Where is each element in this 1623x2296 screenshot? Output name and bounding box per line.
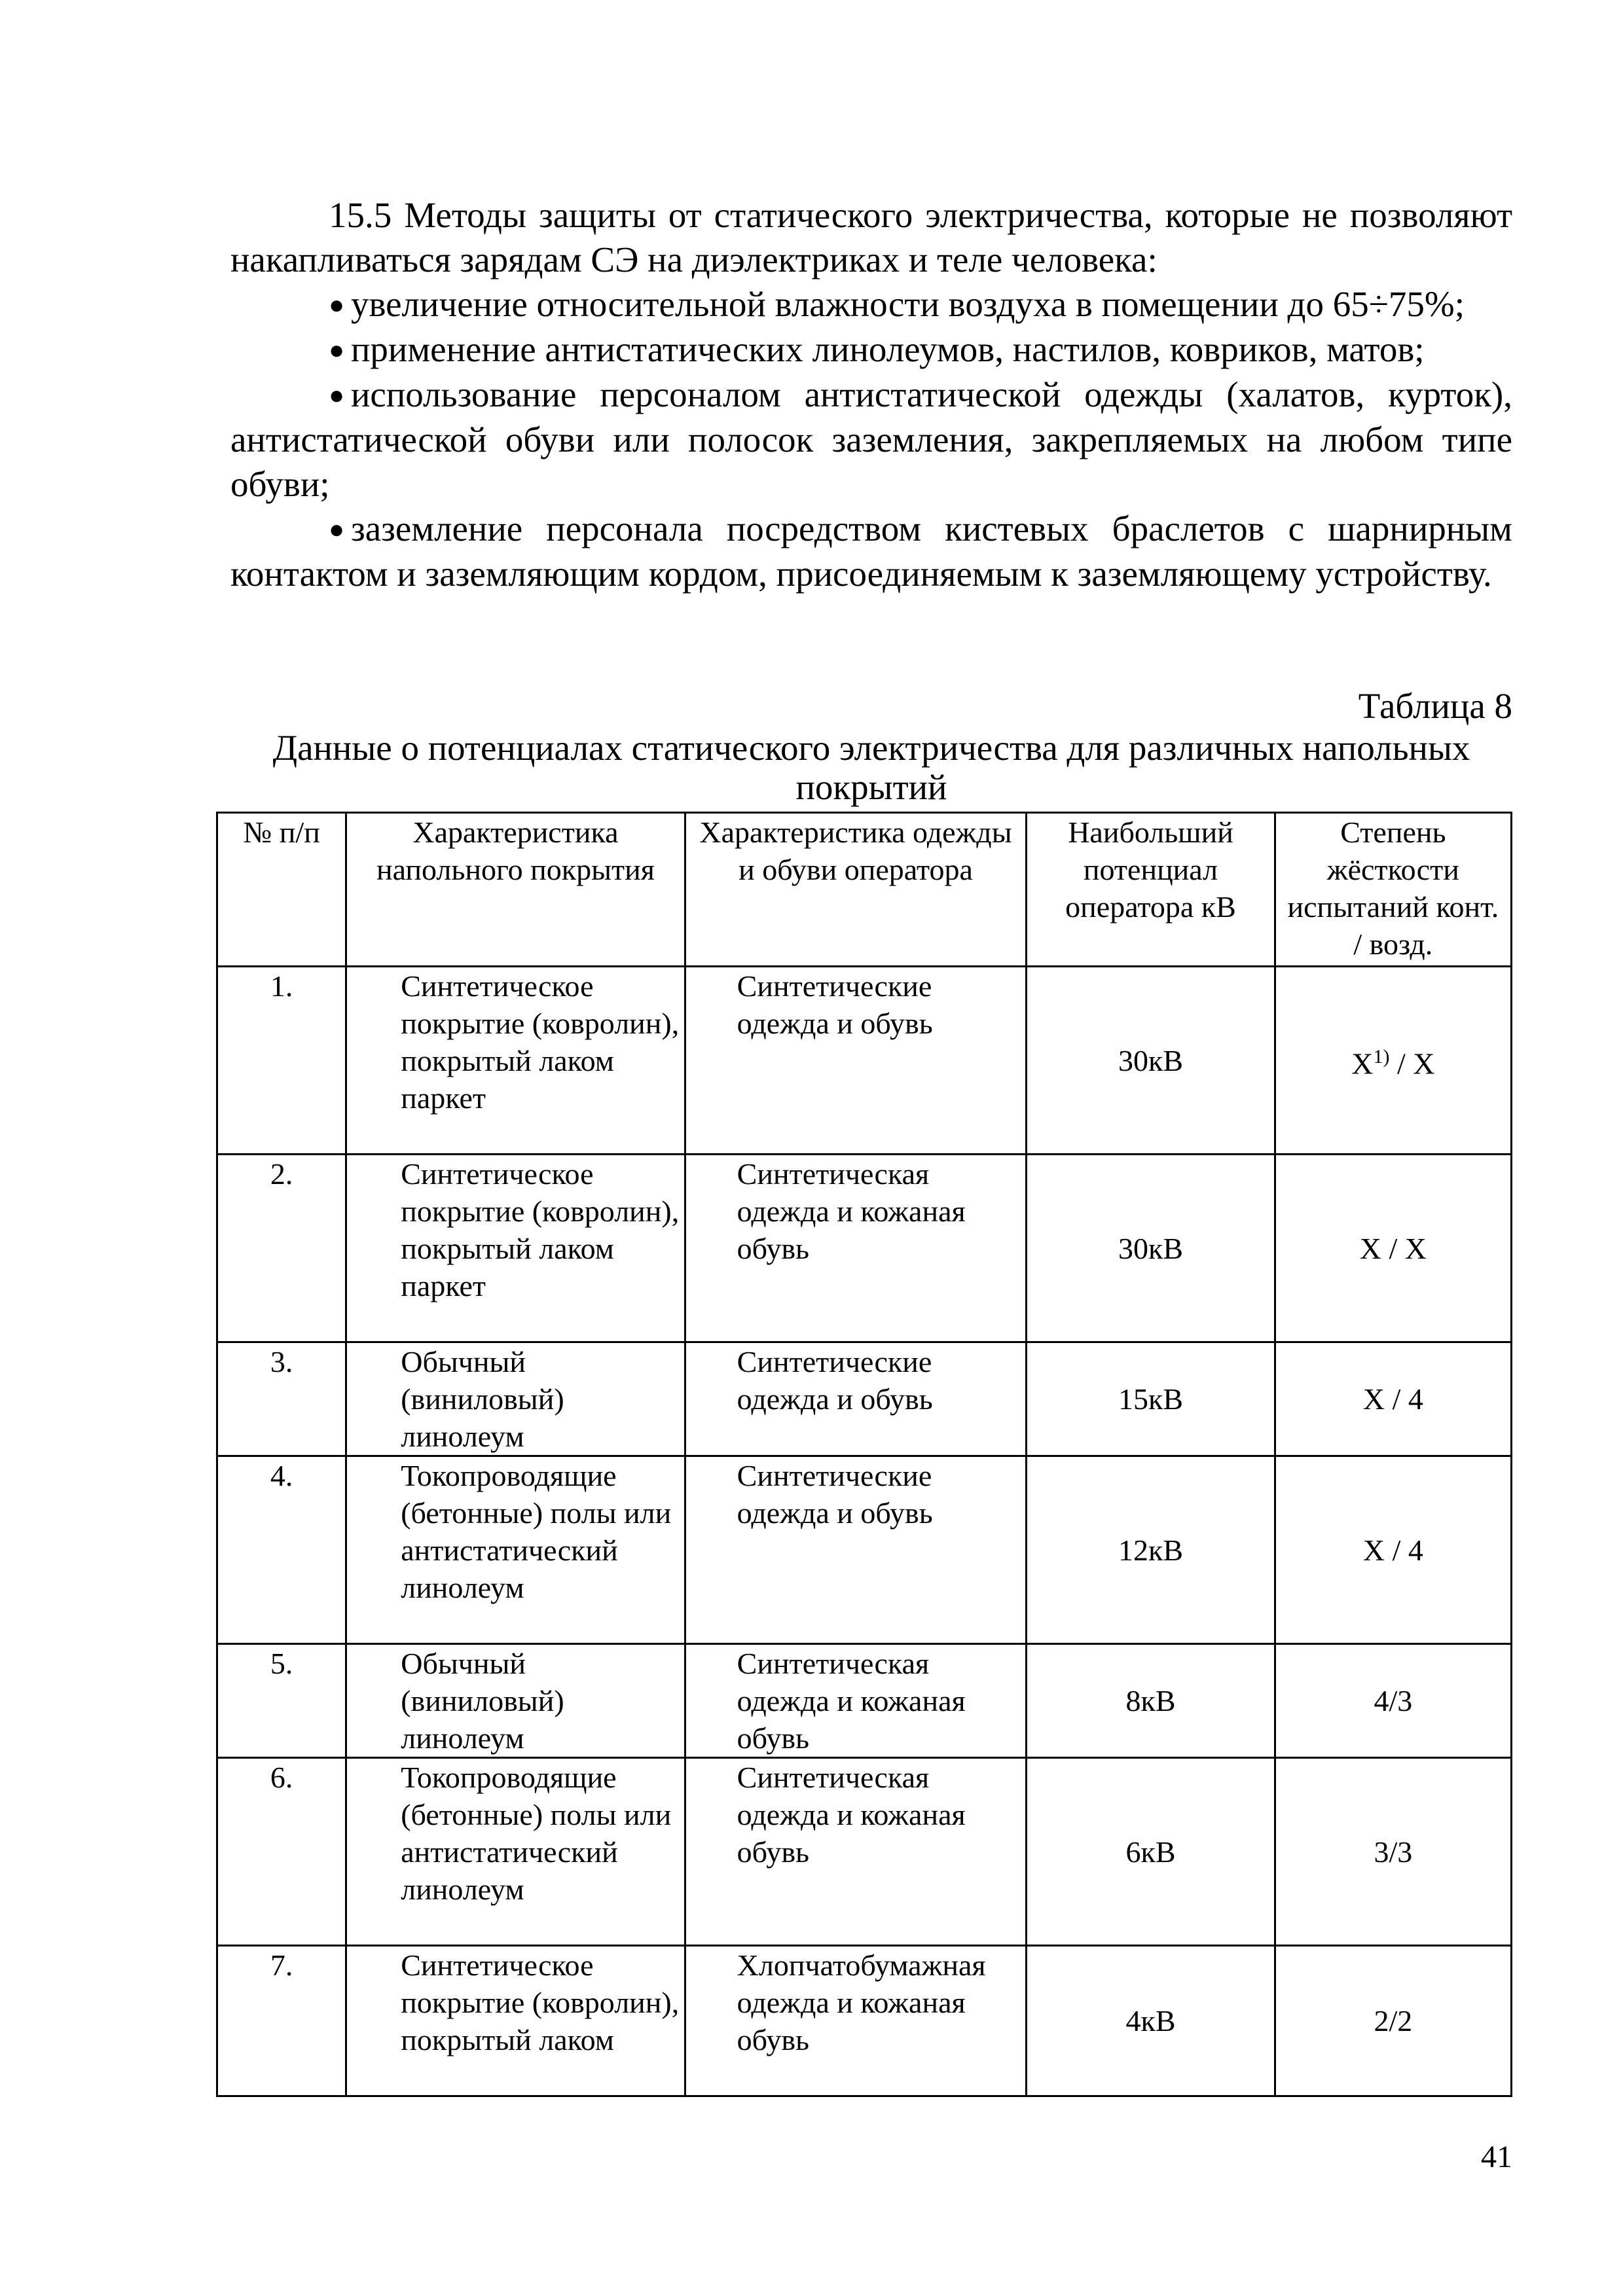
severity-main: X / 4 — [1362, 1533, 1423, 1567]
row-num: 1. — [217, 967, 346, 1155]
row-clothing: Синтетическая одежда и кожаная обувь — [685, 1644, 1027, 1758]
table-title: Данные о потенциалах статического электричества для различных напольных покрытий — [272, 728, 1470, 807]
row-num: 2. — [217, 1155, 346, 1342]
table-row — [217, 967, 1512, 1155]
severity-main: 4/3 — [1374, 1684, 1413, 1717]
section-text — [230, 193, 1512, 596]
row-clothing: Синтетическая одежда и кожаная обувь — [685, 1155, 1027, 1342]
bullet-icon: ● — [329, 290, 345, 319]
row-floor: Синтетическое покрытие (ковролин), покрытый лаком — [346, 1946, 685, 2096]
header-num: № п/п — [217, 813, 346, 967]
row-clothing: Хлопчатобумажная одежда и кожаная обувь — [685, 1946, 1027, 2096]
table-row — [217, 1155, 1512, 1342]
data-table — [216, 812, 1512, 2097]
row-severity — [1275, 1644, 1511, 1758]
row-num: 5. — [217, 1644, 346, 1758]
row-severity — [1275, 1456, 1511, 1644]
page-number: 41 — [1481, 2140, 1512, 2174]
row-potential: 15кВ — [1027, 1342, 1275, 1456]
header-potential: Наибольший потенциал оператора кВ — [1027, 813, 1275, 967]
row-potential: 12кВ — [1027, 1456, 1275, 1644]
table-row — [217, 1758, 1512, 1946]
row-potential: 8кВ — [1027, 1644, 1275, 1758]
row-floor: Обычный (виниловый) линолеум — [346, 1644, 685, 1758]
row-floor: Токопроводящие (бетонные) полы или антистатический линолеум — [346, 1758, 685, 1946]
row-floor: Обычный (виниловый) линолеум — [346, 1342, 685, 1456]
row-severity — [1275, 967, 1511, 1155]
severity-main: 2/2 — [1374, 2004, 1413, 2037]
row-num: 7. — [217, 1946, 346, 2096]
bullet-icon: ● — [329, 335, 345, 365]
table-row — [217, 1644, 1512, 1758]
table-header-row — [217, 813, 1512, 967]
bullet-icon: ● — [329, 380, 345, 410]
severity-main: 3/3 — [1374, 1835, 1413, 1869]
severity-main: X / 4 — [1362, 1382, 1423, 1416]
row-severity — [1275, 1155, 1511, 1342]
row-potential: 30кВ — [1027, 967, 1275, 1155]
row-potential: 30кВ — [1027, 1155, 1275, 1342]
bullet-item: ● использование персоналом антистатической одежды (халатов, курток), антистатической обуви или полосок заземления, закрепляемых на любом типе обуви; — [230, 374, 1512, 504]
table-row — [217, 1456, 1512, 1644]
row-severity — [1275, 1342, 1511, 1456]
bullet-item: ● увеличение относительной влажности воздуха в помещении до 65÷75%; — [230, 282, 1512, 327]
severity-footnote-mark: 1) — [1373, 1046, 1390, 1068]
row-clothing: Синтетическая одежда и кожаная обувь — [685, 1758, 1027, 1946]
severity-rest: / X — [1389, 1047, 1435, 1081]
bullet-item: ● применение антистатических линолеумов, настилов, ковриков, матов; — [230, 327, 1512, 372]
row-num: 3. — [217, 1342, 346, 1456]
severity-main: X / X — [1359, 1231, 1427, 1265]
table-number-label: Таблица 8 — [1358, 686, 1512, 726]
row-num: 6. — [217, 1758, 346, 1946]
row-potential: 4кВ — [1027, 1946, 1275, 2096]
severity-main: X — [1351, 1047, 1374, 1081]
row-num: 4. — [217, 1456, 346, 1644]
row-floor: Токопроводящие (бетонные) полы или антистатический линолеум — [346, 1456, 685, 1644]
table-row — [217, 1946, 1512, 2096]
row-clothing: Синтетические одежда и обувь — [685, 1456, 1027, 1644]
row-severity — [1275, 1946, 1511, 2096]
bullet-item: ● заземление персонала посредством кистевых браслетов с шарнирным контактом и заземляющим кордом, присоединяемым к заземляющему устройству. — [230, 509, 1512, 594]
section-intro: 15.5 Методы защиты от статического электричества, которые не позволяют накапливаться зарядам СЭ на диэлектриках и теле человека: — [230, 195, 1512, 279]
bullet-icon: ● — [329, 514, 345, 544]
row-floor: Синтетическое покрытие (ковролин), покрытый лаком паркет — [346, 967, 685, 1155]
header-clothing: Характеристика одежды и обуви оператора — [685, 813, 1027, 967]
row-floor: Синтетическое покрытие (ковролин), покрытый лаком паркет — [346, 1155, 685, 1342]
row-severity — [1275, 1758, 1511, 1946]
table-row — [217, 1342, 1512, 1456]
header-severity: Степень жёсткости испытаний конт. / возд. — [1275, 813, 1511, 967]
header-floor: Характеристика напольного покрытия — [346, 813, 685, 967]
row-clothing: Синтетические одежда и обувь — [685, 967, 1027, 1155]
row-potential: 6кВ — [1027, 1758, 1275, 1946]
row-clothing: Синтетические одежда и обувь — [685, 1342, 1027, 1456]
